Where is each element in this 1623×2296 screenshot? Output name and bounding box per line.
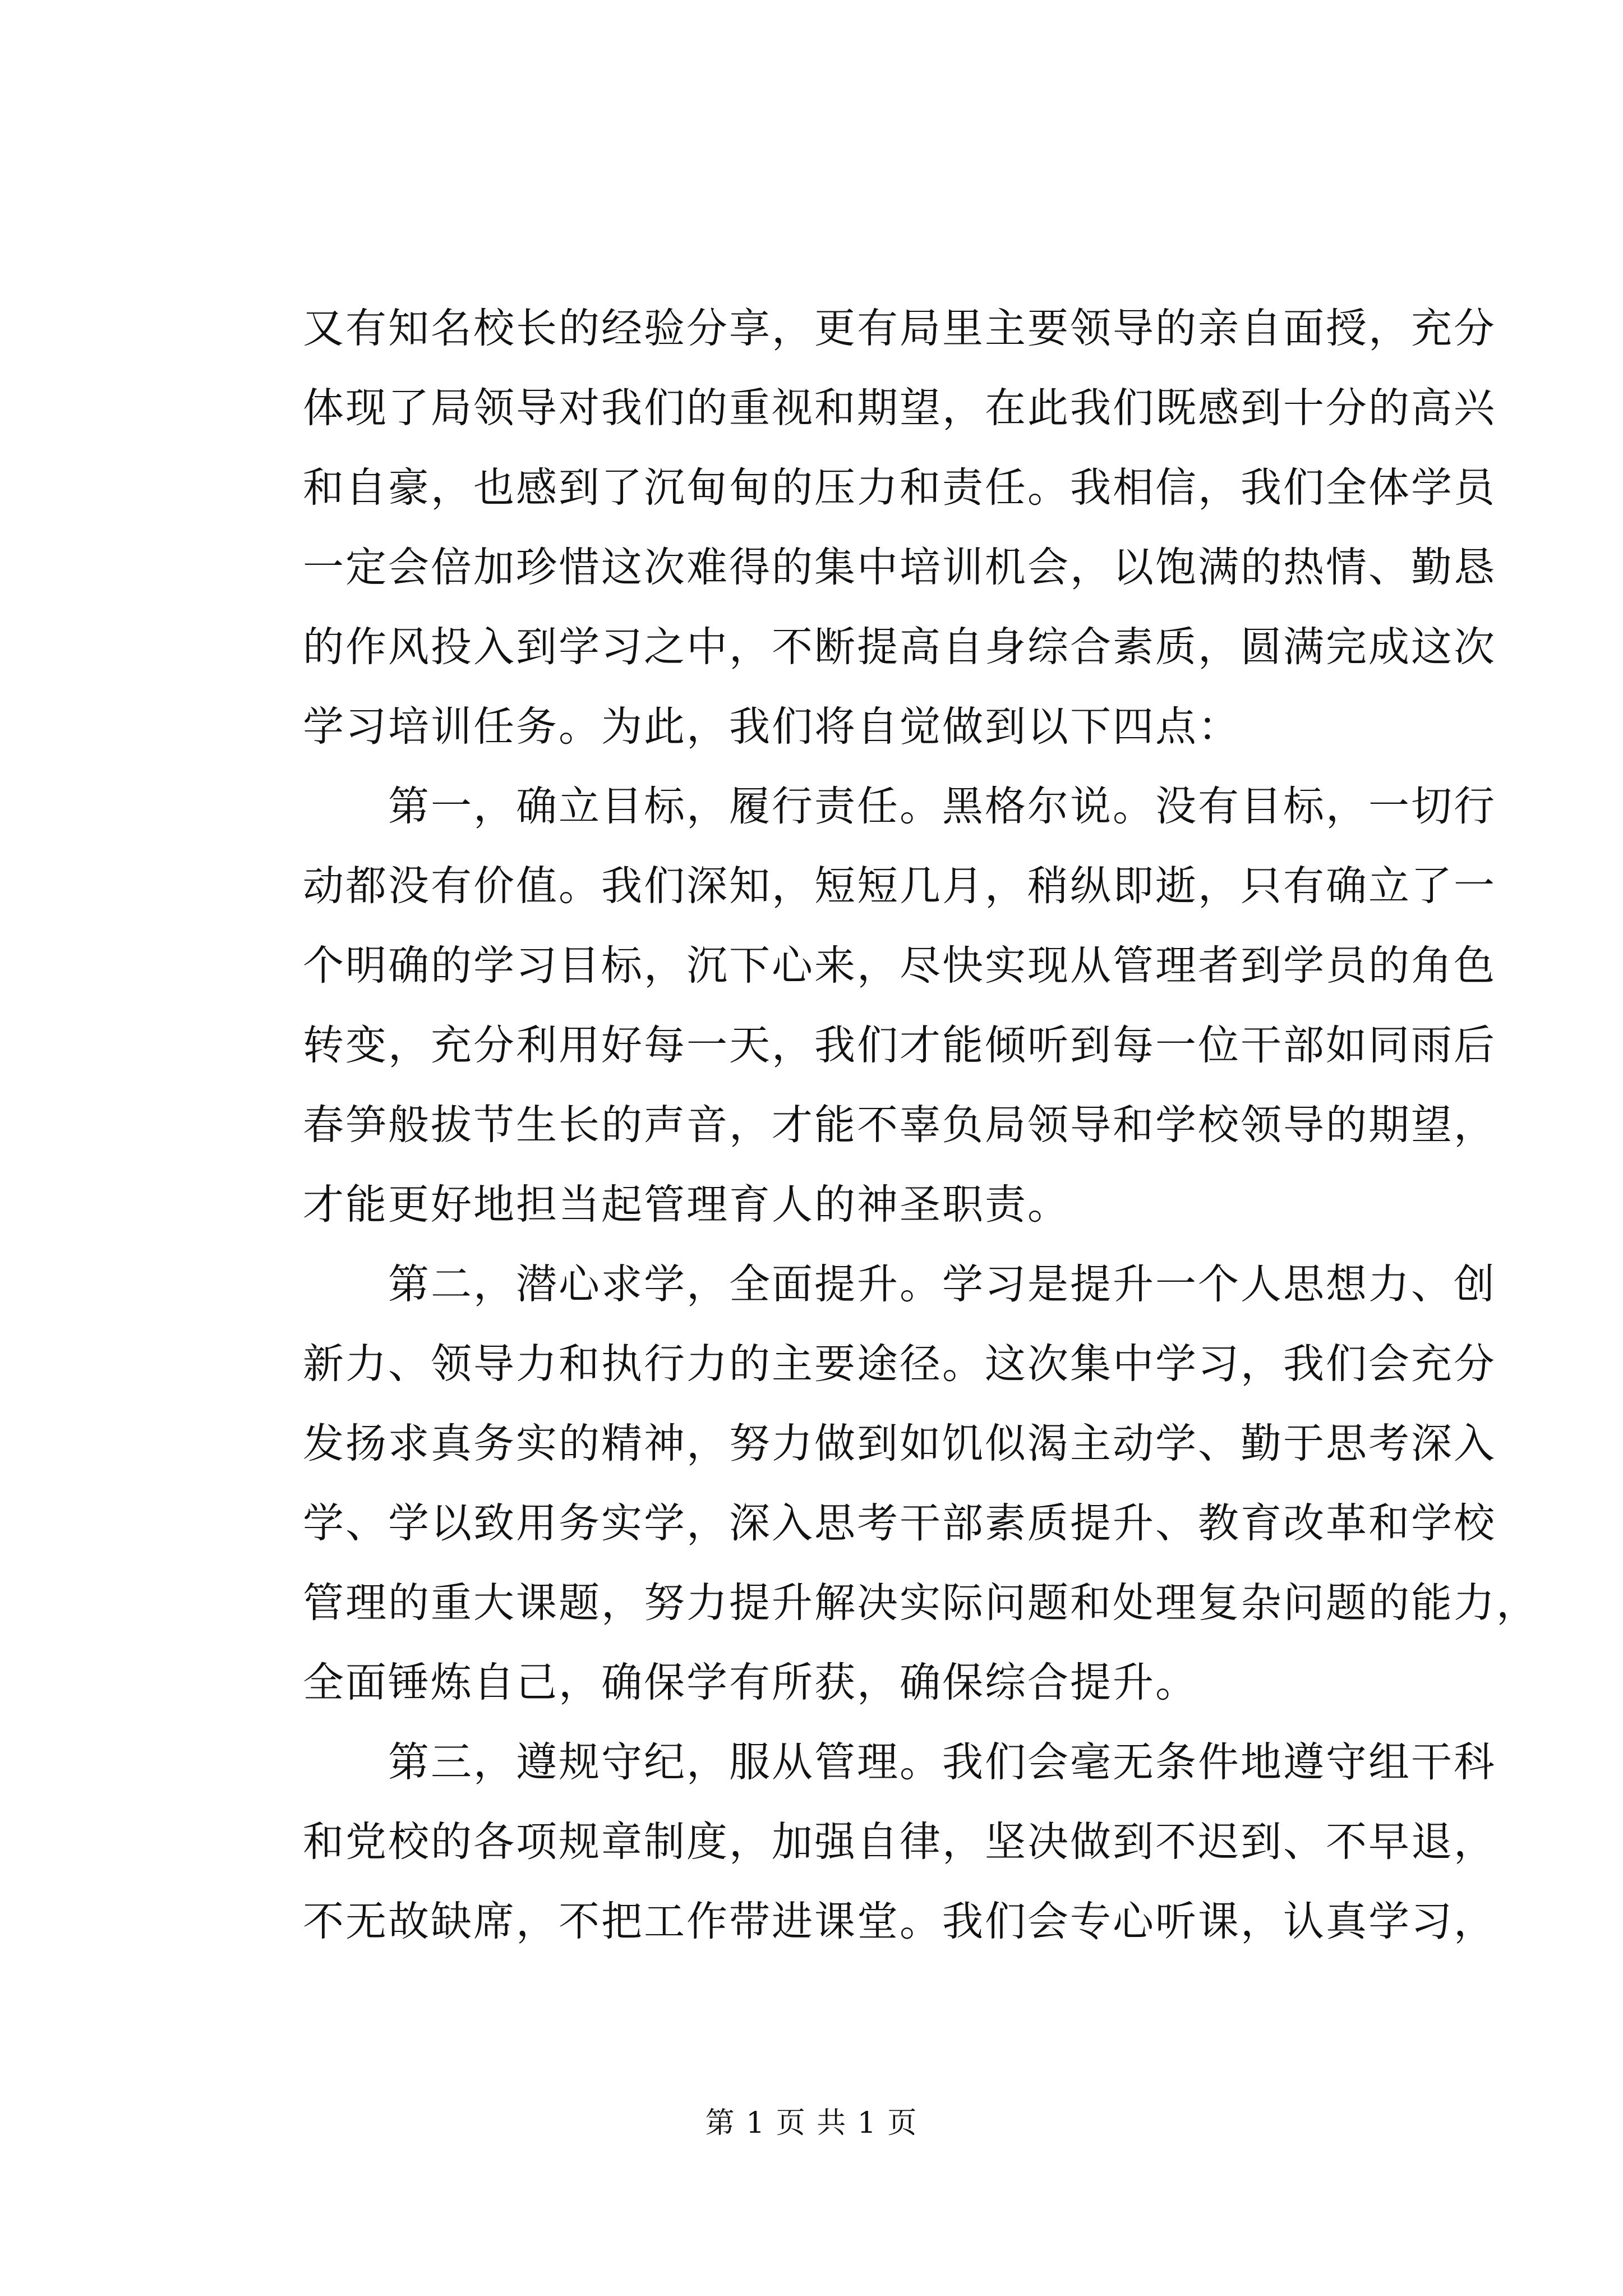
text-line-14: 新力、领导力和执行力的主要途径。这次集中学习，我们会充分 bbox=[303, 1340, 1496, 1388]
text-line-13: 第二，潜心求学，全面提升。学习是提升一个人思想力、创 bbox=[303, 1260, 1496, 1308]
page-number-label: 第 1 页 共 1 页 bbox=[705, 2106, 918, 2140]
text-line-2: 体现了局领导对我们的重视和期望，在此我们既感到十分的高兴 bbox=[303, 384, 1496, 432]
text-line-16: 学、学以致用务实学，深入思考干部素质提升、教育改革和学校 bbox=[303, 1499, 1496, 1547]
page-footer bbox=[0, 2104, 1623, 2143]
text-line-20: 和党校的各项规章制度，加强自律，坚决做到不迟到、不早退， bbox=[303, 1818, 1496, 1866]
text-line-3: 和自豪，也感到了沉甸甸的压力和责任。我相信，我们全体学员 bbox=[303, 464, 1496, 512]
text-line-9: 个明确的学习目标，沉下心来，尽快实现从管理者到学员的角色 bbox=[303, 942, 1496, 990]
text-line-8: 动都没有价值。我们深知，短短几月，稍纵即逝，只有确立了一 bbox=[303, 862, 1496, 910]
text-line-15: 发扬求真务实的精神，努力做到如饥似渴主动学、勤于思考深入 bbox=[303, 1420, 1496, 1467]
text-line-1: 又有知名校长的经验分享，更有局里主要领导的亲自面授，充分 bbox=[303, 305, 1496, 352]
text-line-11: 春笋般拔节生长的声音，才能不辜负局领导和学校领导的期望， bbox=[303, 1101, 1496, 1149]
text-line-6: 学习培训任务。为此，我们将自觉做到以下四点： bbox=[303, 703, 1241, 751]
text-line-21: 不无故缺席，不把工作带进课堂。我们会专心听课，认真学习， bbox=[303, 1898, 1496, 1945]
text-line-5: 的作风投入到学习之中，不断提高自身综合素质，圆满完成这次 bbox=[303, 623, 1496, 671]
text-line-4: 一定会倍加珍惜这次难得的集中培训机会，以饱满的热情、勤恳 bbox=[303, 544, 1496, 591]
text-line-18: 全面锤炼自己，确保学有所获，确保综合提升。 bbox=[303, 1659, 1198, 1706]
text-line-12: 才能更好地担当起管理育人的神圣职责。 bbox=[303, 1181, 1070, 1228]
text-line-17: 管理的重大课题，努力提升解决实际问题和处理复杂问题的能力， bbox=[303, 1579, 1539, 1627]
text-line-10: 转变，充分利用好每一天，我们才能倾听到每一位干部如同雨后 bbox=[303, 1022, 1496, 1069]
text-line-19: 第三，遵规守纪，服从管理。我们会毫无条件地遵守组干科 bbox=[303, 1738, 1496, 1786]
text-line-7: 第一，确立目标，履行责任。黑格尔说。没有目标，一切行 bbox=[303, 783, 1496, 830]
document-body bbox=[303, 289, 1539, 1962]
